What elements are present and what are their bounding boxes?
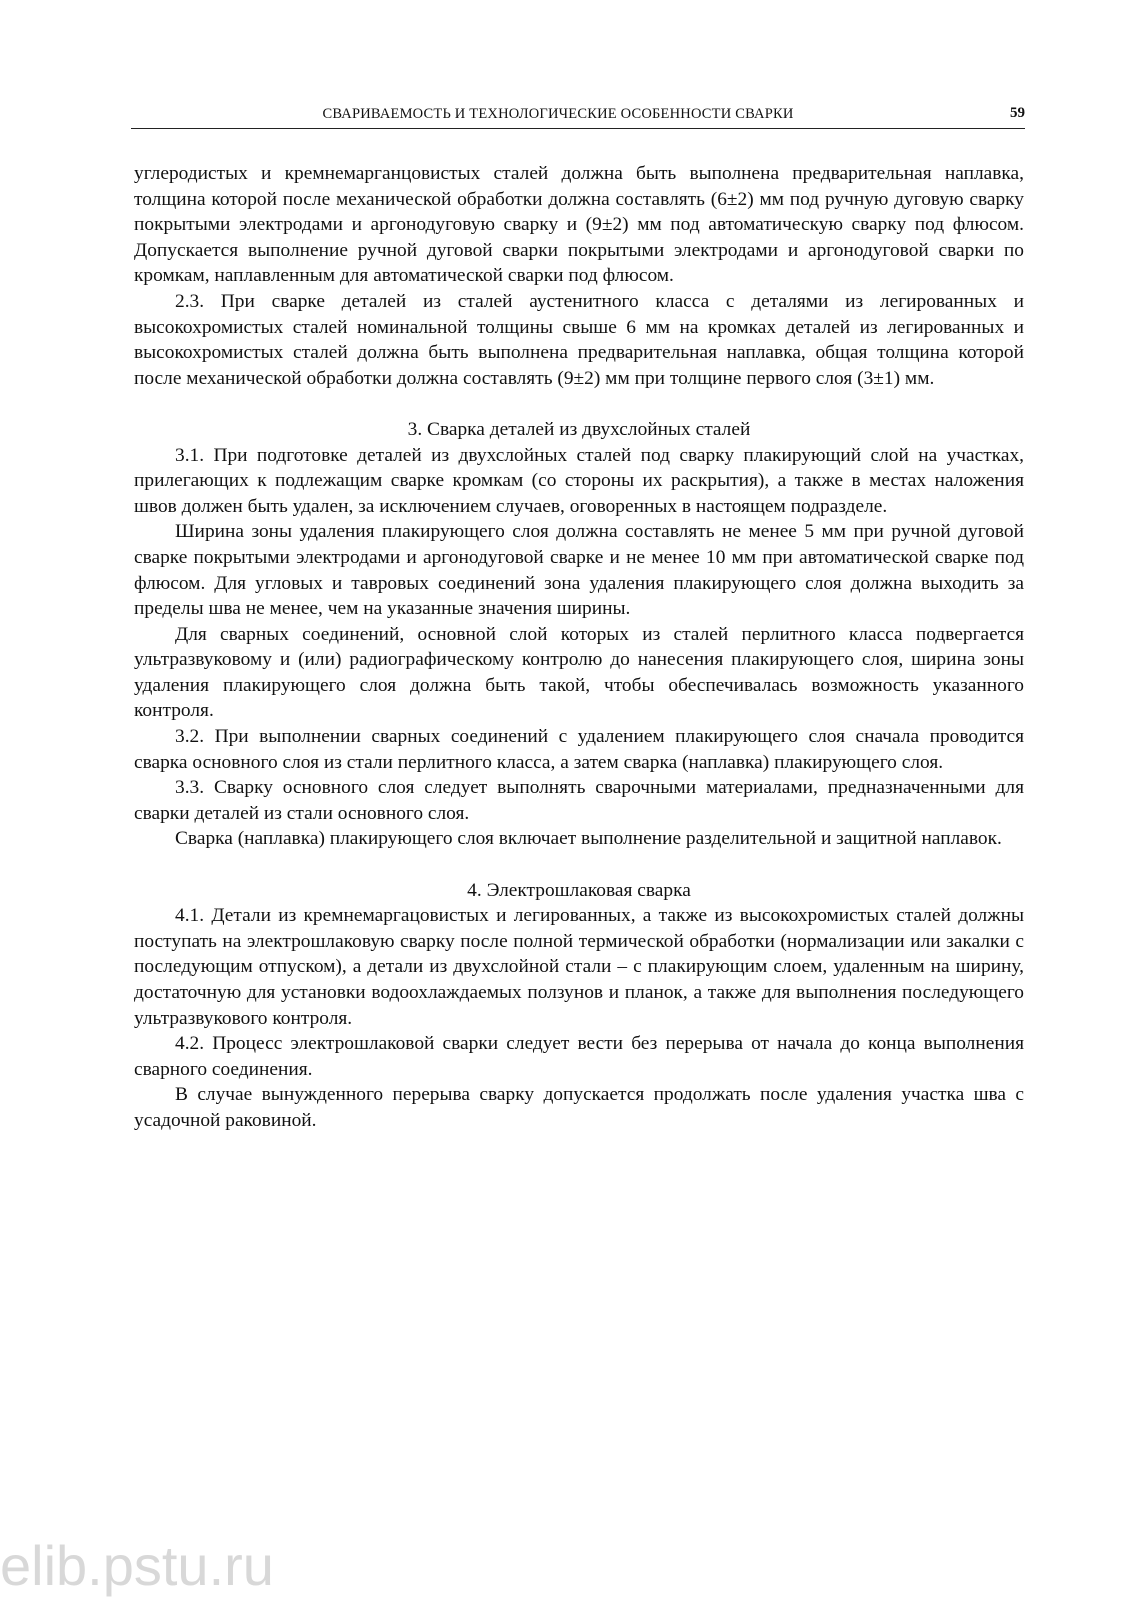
- paragraph-3-1: 3.1. При подготовке деталей из двухслойных сталей под сварку плакирующий слой на участках, прилегающих к подлежащим сварке кромкам (со стороны их раскрытия), а также в местах наложения швов должен быть удален, за исключением случаев, оговоренных в настоящем подразделе.: [134, 444, 1024, 517]
- running-header: [131, 104, 1025, 129]
- paragraph-zone-width: Ширина зоны удаления плакирующего слоя должна составлять не менее 5 мм при ручной дуговой сварке покрытыми электродами и аргонодуговой сварке и не менее 10 мм при автоматической сварке под флюсом. Для угловых и тавровых соединений зона удаления плакирующего слоя должна выходить за пределы шва не менее, чем на указанные значения ширины.: [134, 521, 1024, 620]
- paragraph-3-3: 3.3. Сварку основного слоя следует выполнять сварочными материалами, предназначенными для сварки деталей из стали основного слоя.: [134, 777, 1024, 824]
- section-3-heading: 3. Сварка деталей из двухслойных сталей: [407, 418, 751, 440]
- paragraph-4-1: 4.1. Детали из кремнемаргацовистых и легированных, а также из высокохромистых сталей должны поступать на электрошлаковую сварку после полной термической обработки (нормализации или закалки с последующим отпуском), а детали из двухслойной стали – с плакирующим слоем, удаленным на ширину, достаточную для установки водоохлаждаемых ползунов и планок, а также для выполнения последующего ультразвукового контроля.: [134, 905, 1024, 1029]
- paragraph-cladding: Сварка (наплавка) плакирующего слоя включает выполнение разделительной и защитной наплавок.: [175, 828, 1002, 850]
- paragraph-3-2: 3.2. При выполнении сварных соединений с удалением плакирующего слоя сначала проводится сварка основного слоя из стали перлитного класса, а затем сварка (наплавка) плакирующего слоя.: [134, 726, 1024, 773]
- paragraph-control: Для сварных соединений, основной слой которых из сталей перлитного класса подвергается ультразвуковому и (или) радиографическому контролю до нанесения плакирующего слоя, ширина зоны удаления плакирующего слоя должна быть такой, чтобы обеспечивалась возможность указанного контроля.: [134, 623, 1024, 722]
- paragraph-2-3: 2.3. При сварке деталей из сталей аустенитного класса с деталями из легированных и высокохромистых сталей номинальной толщины свыше 6 мм на кромках деталей из легированных и высокохромистых сталей должна быть выполнена предварительная наплавка, общая толщина которой после механической обработки должна составлять (9±2) мм при толщине первого слоя (3±1) мм.: [134, 290, 1024, 389]
- paragraph-interruption: В случае вынужденного перерыва сварку допускается продолжать после удаления участка шва с усадочной раковиной.: [134, 1084, 1024, 1131]
- header-title: СВАРИВАЕМОСТЬ И ТЕХНОЛОГИЧЕСКИЕ ОСОБЕННОСТИ СВАРКИ: [322, 106, 794, 122]
- paragraph-4-2: 4.2. Процесс электрошлаковой сварки следует вести без перерыва от начала до конца выполнения сварного соединения.: [134, 1033, 1024, 1080]
- page-body: [134, 161, 1024, 1134]
- section-4-heading: 4. Электрошлаковая сварка: [467, 879, 691, 901]
- paragraph-continuation: углеродистых и кремнемарганцовистых сталей должна быть выполнена предварительная наплавка, толщина которой после механической обработки должна составлять (6±2) мм под ручную дуговую сварку покрытыми электродами и аргонодуговую сварку и (9±2) мм под автоматическую сварку под флюсом. Допускается выполнение ручной дуговой сварки покрытыми электродами и аргонодуговой сварки по кромкам, наплавленным для автоматической сварки под флюсом.: [134, 163, 1024, 287]
- watermark: elib.pstu.ru: [0, 1534, 274, 1597]
- page-number: 59: [1010, 105, 1025, 121]
